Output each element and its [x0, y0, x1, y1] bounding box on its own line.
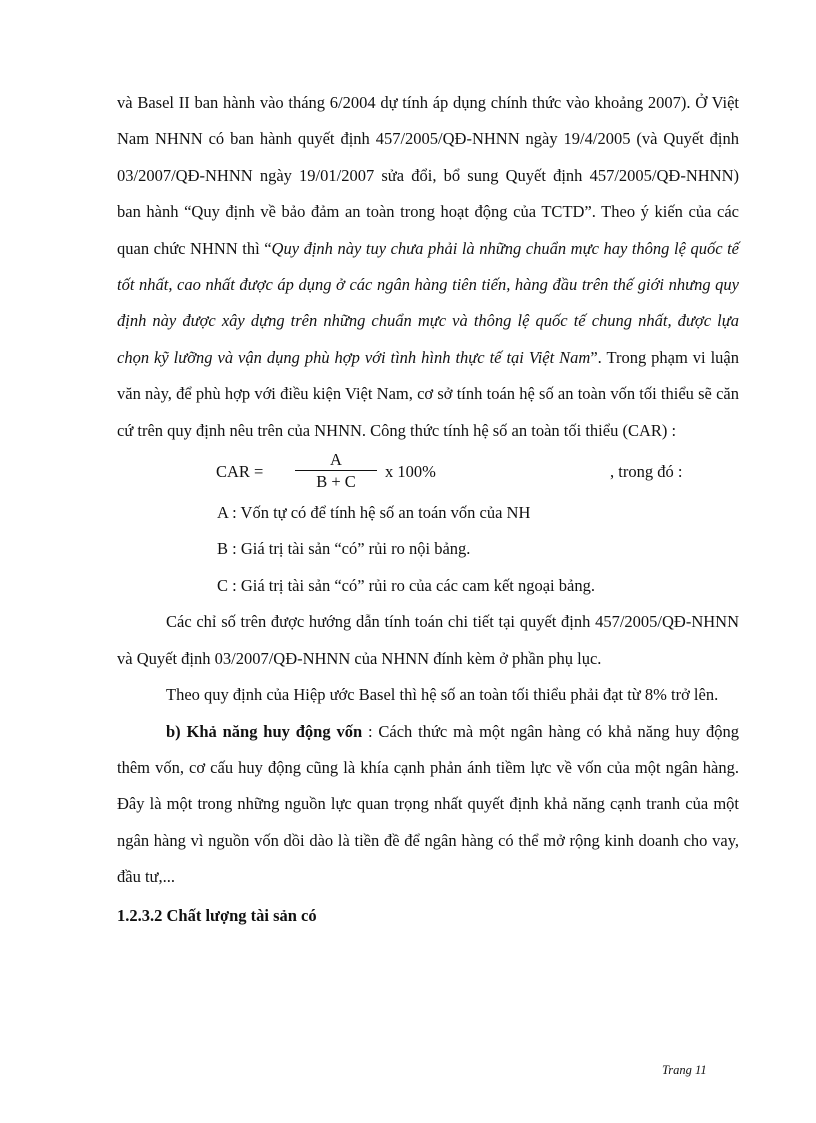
paragraph-car-intro: [117, 85, 739, 449]
formula-lhs: CAR =: [216, 462, 264, 482]
definition-b: B : Giá trị tài sản “có” rủi ro nội bảng.: [217, 539, 471, 559]
paragraph-guidance: Các chỉ số trên được hướng dẫn tính toán chi tiết tại quyết định 457/2005/QĐ-NHNN và Quyết định 03/2007/QĐ-NHNN của NHNN đính kèm ở phần phụ lục.: [117, 612, 739, 668]
formula-fraction: [295, 449, 377, 492]
section-heading: 1.2.3.2 Chất lượng tài sản có: [117, 905, 317, 925]
formula-denominator: B + C: [316, 472, 356, 492]
paragraph-text: và Basel II ban hành vào tháng 6/2004 dự tính áp dụng chính thức vào khoảng 2007). Ở Việt Nam NHNN có ban hành quyết định 457/2005/QĐ-NHNN ngày 19/4/2005 (và Quyết định 03/2007/QĐ-NHNN ngày 19/01/2007 sửa đổi, bổ sung Quyết định 457/2005/QĐ-NHNN) ban hành “Quy định về bảo đảm an toàn trong hoạt động của TCTD”. Theo ý kiến của các quan chức NHNN thì “: [117, 93, 739, 258]
definition-a: A : Vốn tự có để tính hệ số an toán vốn của NH: [217, 503, 531, 523]
formula-multiplier: x 100%: [385, 462, 436, 482]
paragraph-text-end: ”. Trong phạm vi luận văn này, để phù hợp với điều kiện Việt Nam, cơ sở tính toán hệ số an toàn vốn tối thiểu sẽ căn cứ trên quy định nêu trên của NHNN. Công thức tính hệ số an toàn tối thiểu (CAR) :: [117, 347, 740, 440]
car-formula: [216, 449, 739, 495]
subsection-label: b) Khả năng huy động vốn: [166, 721, 363, 741]
paragraph-capital-mobilization: [117, 714, 739, 896]
paragraph-basel-minimum: Theo quy định của Hiệp ước Basel thì hệ số an toàn tối thiểu phải đạt từ 8% trở lên.: [166, 685, 719, 705]
page-content: [117, 85, 739, 934]
formula-numerator: A: [295, 449, 377, 471]
definition-c: C : Giá trị tài sản “có” rủi ro của các cam kết ngoại bảng.: [217, 575, 595, 595]
quoted-italic-text: Quy định này tuy chưa phải là những chuẩn mực hay thông lệ quốc tế tốt nhất, cao nhất được áp dụng ở các ngân hàng tiên tiến, hàng đầu trên thế giới nhưng quy định này được xây dựng trên những chuẩn mực và thông lệ quốc tế chung nhất, được lựa chọn kỹ lưỡng và vận dụng phù hợp với tình hình thực tế tại Việt Nam: [117, 238, 739, 367]
paragraph-text: : Cách thức mà một ngân hàng có khả năng huy động thêm vốn, cơ cấu huy động cũng là khía cạnh phản ánh tiềm lực về vốn của một ngân hàng. Đây là một trong những nguồn lực quan trọng nhất quyết định khả năng cạnh tranh của một ngân hàng vì nguồn vốn dồi dào là tiền đề để ngân hàng có thể mở rộng kinh doanh cho vay, đầu tư,...: [117, 721, 739, 887]
page-number: Trang 11: [662, 1063, 707, 1077]
formula-suffix: , trong đó :: [610, 462, 683, 482]
